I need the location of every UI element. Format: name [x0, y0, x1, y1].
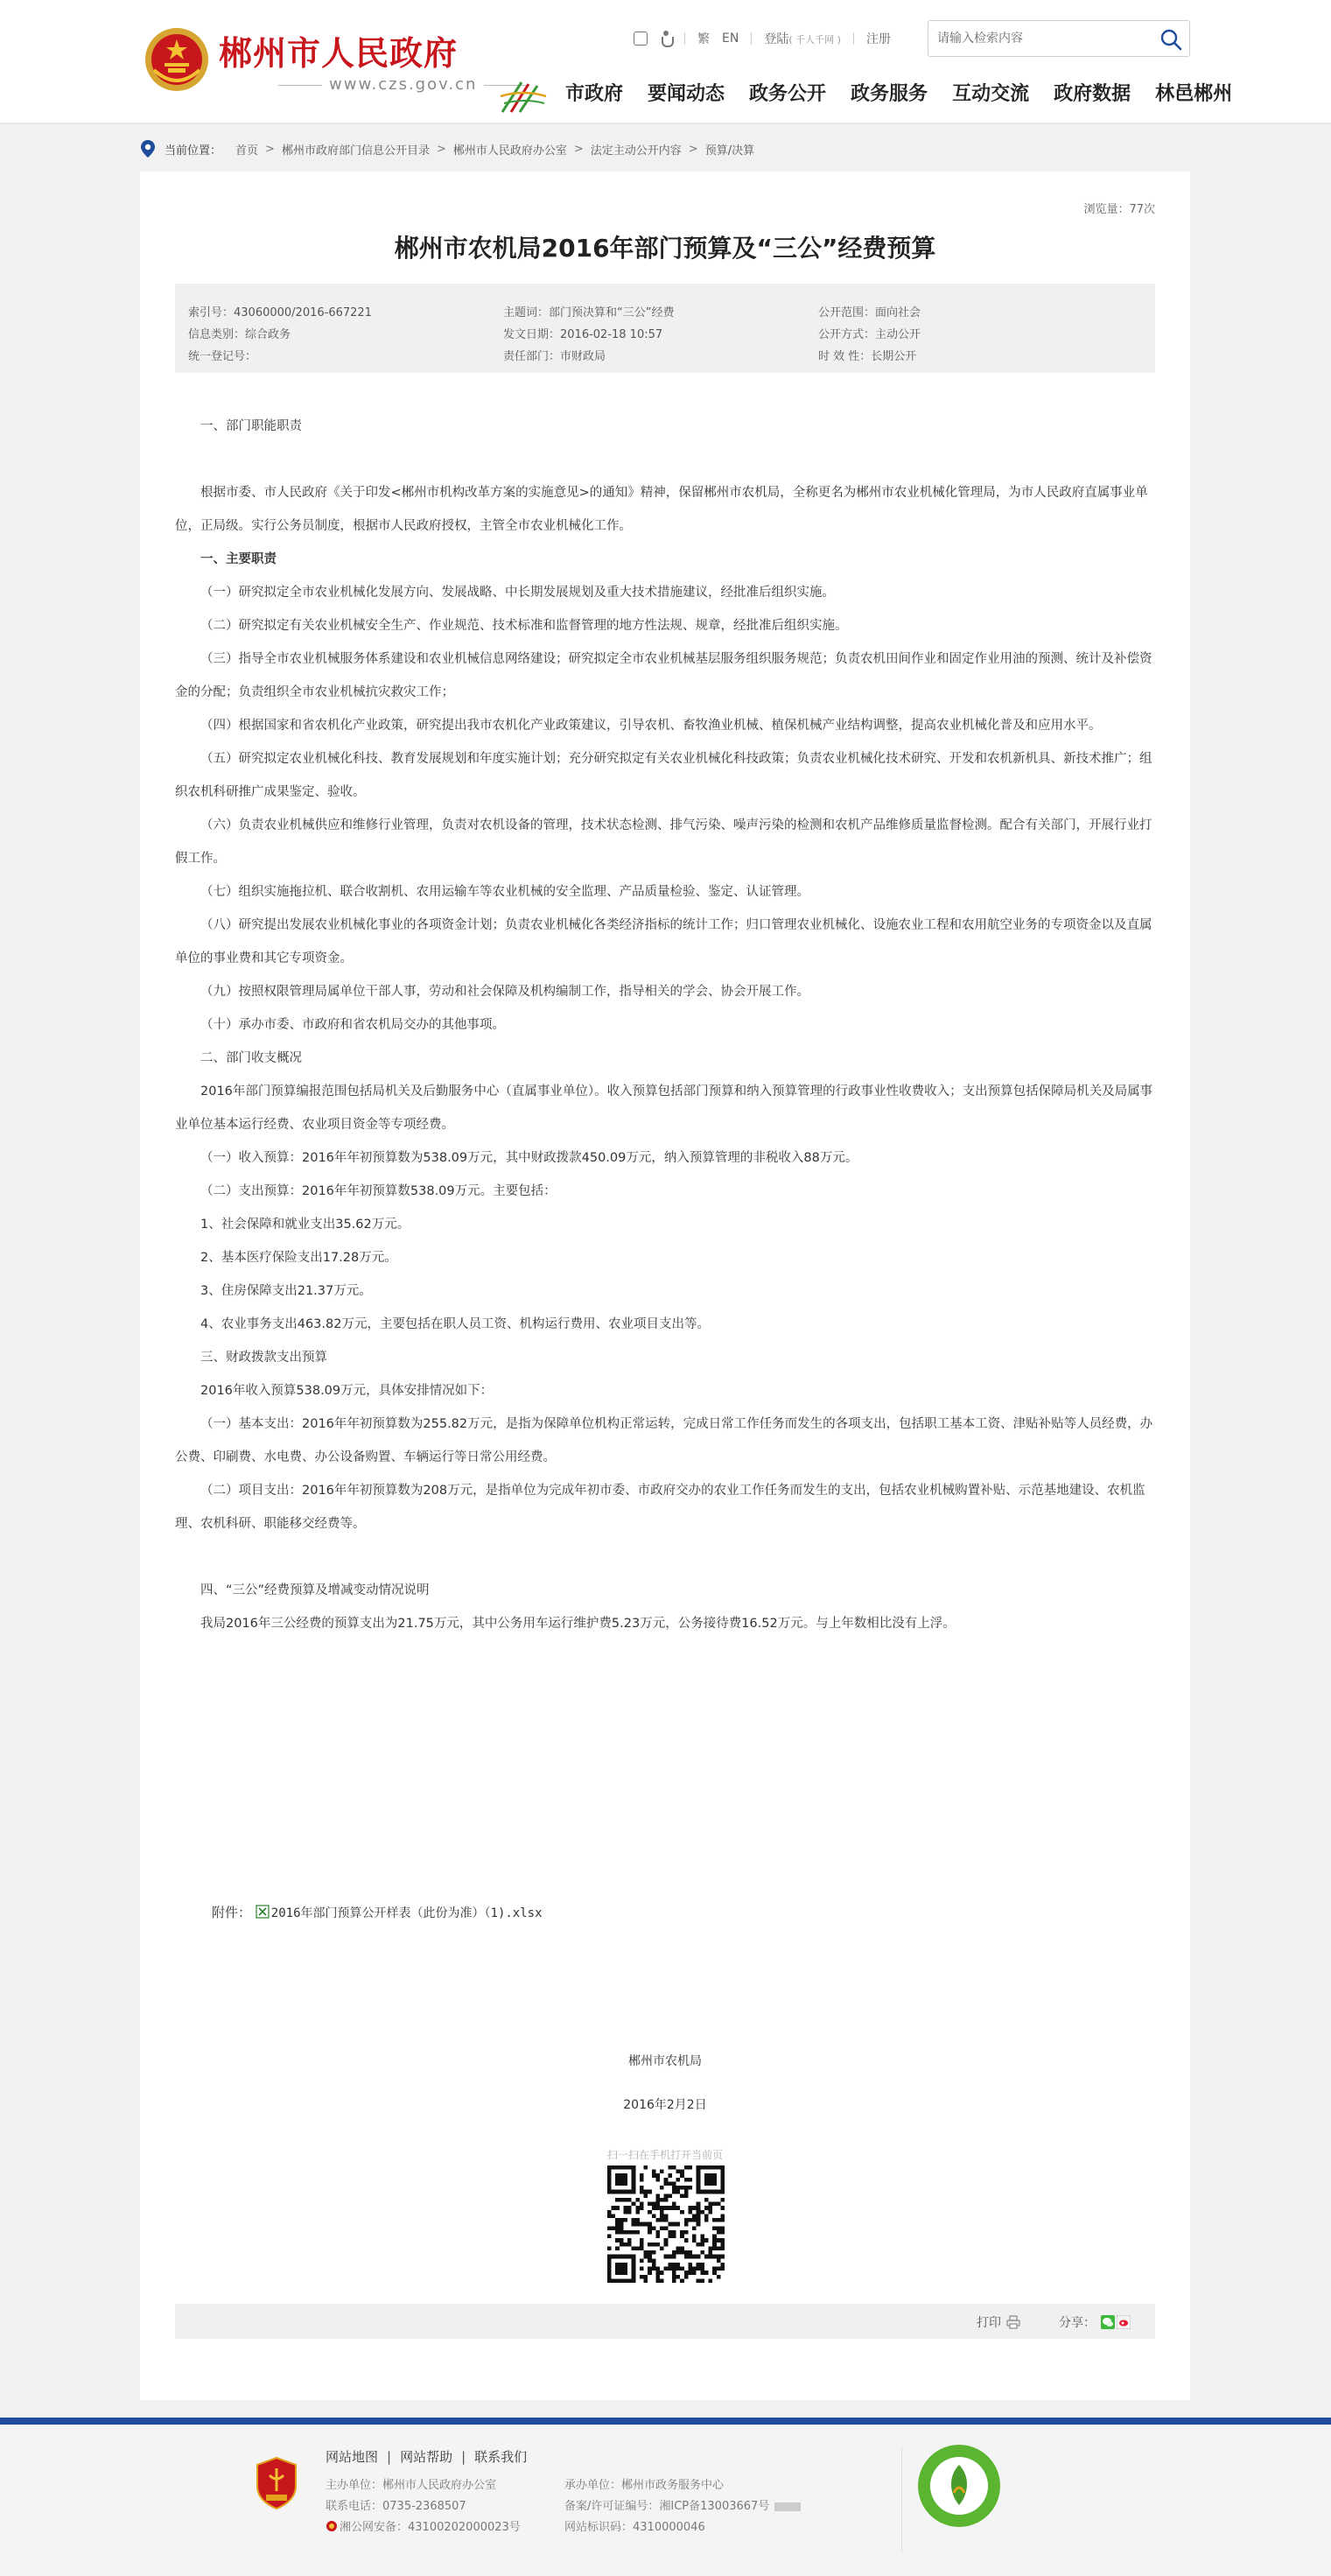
police-badge-icon	[326, 2520, 338, 2532]
article-body	[175, 410, 1155, 1640]
footer-link-help[interactable]: 网站帮助	[400, 2449, 453, 2465]
breadcrumb-statutory[interactable]: 法定主动公开内容	[590, 144, 682, 158]
paragraph: （二）项目支出：2016年年初预算数为208万元，是指单位为完成年初市委、市政府交办的农业工作任务而发生的支出，包括农业机械购置补贴、示范基地建设、农机监理、农机科研、职能移交经费等。	[175, 1484, 1145, 1531]
qr-caption: 扫一扫在手机打开当前页	[606, 2149, 723, 2161]
meta-reg-no: 统一登记号：	[188, 350, 257, 363]
site-url: www.czs.gov.cn	[271, 75, 535, 94]
login-note: ( 千人千网 )	[788, 34, 841, 46]
breadcrumb-home[interactable]: 首页	[235, 144, 259, 158]
signature-org: 郴州市农机局	[628, 2054, 702, 2068]
english-link[interactable]: EN	[722, 32, 739, 46]
article-title: 郴州市农机局2016年部门预算及“三公”经费预算	[394, 234, 936, 263]
site-name: 郴州市人民政府	[219, 34, 459, 73]
attachment	[212, 1903, 543, 1921]
register-link[interactable]: 注册	[865, 32, 891, 46]
paragraph: 2016年收入预算538.09万元，具体安排情况如下：	[200, 1384, 494, 1398]
paragraph: （一）收入预算：2016年年初预算数为538.09万元，其中财政拨款450.09万元，纳入预算管理的非税收入88万元。	[200, 1151, 858, 1165]
breadcrumb-budget[interactable]: 预算/决算	[704, 144, 755, 158]
xlsx-file-icon	[256, 1905, 270, 1919]
nav-item-services[interactable]: 政务服务	[851, 83, 928, 105]
article-panel	[140, 172, 1190, 2400]
footer-police-text: 湘公网安备：43100202000023号	[340, 2521, 521, 2534]
print-label: 打印	[977, 2316, 1001, 2330]
footer-links: 网站地图 | 网站帮助 | 联系我们	[326, 2449, 528, 2465]
nav-logo-mark	[499, 77, 548, 116]
gov-badge-icon[interactable]	[254, 2456, 299, 2510]
footer-link-contact[interactable]: 联系我们	[474, 2449, 528, 2465]
signature-date: 2016年2月2日	[623, 2098, 707, 2112]
top-links	[634, 29, 903, 48]
meta-index-no: 索引号：43060000/2016-667221	[188, 306, 372, 319]
login-label: 登陆	[764, 32, 789, 46]
meta-subject: 主题词：部门预决算和“三公”经费	[503, 306, 675, 319]
paragraph: 2、基本医疗保险支出17.28万元。	[200, 1251, 397, 1265]
share-label: 分享：	[1059, 2316, 1096, 2330]
footer-police-record[interactable]	[326, 2517, 521, 2534]
paragraph: （十）承办市委、市政府和省农机局交办的其他事项。	[200, 1018, 505, 1032]
meta-category: 信息类别：综合政务	[188, 328, 291, 341]
footer-phone: 联系电话：0735-2368507	[326, 2500, 466, 2513]
article-meta	[175, 284, 1155, 373]
attachment-link[interactable]: 2016年部门预算公开样表（此份为准）（1).xlsx	[270, 1906, 543, 1920]
nav-item-linyi-chenzhou[interactable]: 林邑郴州	[1155, 83, 1233, 105]
print-icon	[1006, 2315, 1020, 2329]
breadcrumb-label: 当前位置：	[165, 144, 222, 158]
meta-method: 公开方式：主动公开	[818, 328, 921, 341]
emblem-icon	[142, 25, 212, 95]
paragraph: （七）组织实施拖拉机、联合收割机、农用运输车等农业机械的安全监理、产品质量检验、鉴定、认证管理。	[200, 885, 809, 899]
paragraph: （五）研究拟定农业机械化科技、教育发展规划和年度实施计划；充分研究拟定有关农业机械化科技政策；负责农业机械化技术研究、开发和农机新机具、新技术推广；组织农机科研推广成果鉴定、验收。	[175, 752, 1152, 799]
meta-date: 发文日期：2016-02-18 10:57	[503, 328, 663, 341]
site-logo[interactable]	[142, 19, 487, 107]
paragraph: （二）研究拟定有关农业机械安全生产、作业规范、技术标准和监督管理的地方性法规、规章，经批准后组织实施。	[200, 619, 848, 633]
wechat-icon[interactable]	[1101, 2315, 1115, 2329]
paragraph: （二）支出预算：2016年年初预算数538.09万元。主要包括：	[200, 1184, 557, 1198]
main-nav	[565, 79, 1232, 106]
site-header	[0, 0, 1331, 123]
breadcrumb: 当前位置： 首页 > 郴州市政府部门信息公开目录 > 郴州市人民政府办公室 > 法定主动公开内容 > 预算/决算	[140, 138, 756, 159]
attachment-label: 附件：	[212, 1905, 252, 1920]
accessibility-icon[interactable]	[634, 32, 648, 46]
footer-host: 主办单位：郴州市人民政府办公室	[326, 2479, 497, 2492]
traditional-chinese-link[interactable]: 繁	[697, 32, 710, 46]
gov-website-seal-icon[interactable]	[915, 2442, 1003, 2530]
qr-code	[607, 2165, 725, 2283]
search-input[interactable]	[937, 21, 1147, 56]
paragraph: （九）按照权限管理局属单位干部人事，劳动和社会保障及机构编制工作，指导相关的学会、协会开展工作。	[200, 985, 809, 999]
paragraph: （一）研究拟定全市农业机械化发展方向、发展战略、中长期发展规划及重大技术措施建议，经批准后组织实施。	[200, 586, 835, 600]
nav-item-government[interactable]: 市政府	[565, 83, 624, 105]
section-heading: 二、部门收支概况	[200, 1051, 302, 1065]
footer-icp[interactable]	[564, 2496, 801, 2513]
paragraph: 1、社会保障和就业支出35.62万元。	[200, 1218, 410, 1232]
login-link[interactable]	[764, 30, 841, 47]
icp-badge-icon	[774, 2502, 801, 2511]
meta-validity: 时 效 性：长期公开	[818, 350, 917, 363]
nav-item-data[interactable]: 政府数据	[1054, 83, 1131, 105]
section-heading: 一、主要职责	[200, 552, 277, 566]
meta-dept: 责任部门：市财政局	[503, 350, 606, 363]
nav-item-interaction[interactable]: 互动交流	[952, 83, 1030, 105]
footer-undertake: 承办单位：郴州市政务服务中心	[564, 2479, 725, 2492]
site-footer	[0, 2425, 1331, 2576]
nav-item-news[interactable]: 要闻动态	[648, 83, 725, 105]
footer-icp-text: 备案/许可证编号：湘ICP备13003667号	[564, 2500, 770, 2513]
footer-link-sitemap[interactable]: 网站地图	[326, 2449, 379, 2465]
paragraph: （一）基本支出：2016年年初预算数为255.82万元，是指为保障单位机构正常运转，完成日常工作任务而发生的各项支出，包括职工基本工资、津贴补贴等人员经费，办公费、印刷费、水电费、办公设备购置、车辆运行等日常公用经费。	[175, 1417, 1153, 1464]
paragraph: 根据市委、市人民政府《关于印发<郴州市机构改革方案的实施意见>的通知》精神，保留郴州市农机局，全称更名为郴州市农业机械化管理局，为市人民政府直属事业单位，正局级。实行公务员制度，根据市人民政府授权，主管全市农业机械化工作。	[175, 486, 1148, 533]
section-heading: 三、财政拨款支出预算	[200, 1351, 327, 1365]
paragraph: （四）根据国家和省农机化产业政策，研究提出我市农机化产业政策建议，引导农机、畜牧渔业机械、植保机械产业结构调整，提高农业机械化普及和应用水平。	[200, 719, 1102, 733]
section-heading: 四、“三公”经费预算及增减变动情况说明	[200, 1583, 430, 1597]
share-group	[1059, 2313, 1131, 2331]
footer-band	[0, 2418, 1331, 2425]
breadcrumb-office[interactable]: 郴州市人民政府办公室	[452, 144, 567, 158]
search-icon[interactable]	[1159, 28, 1182, 51]
paragraph: 2016年部门预算编报范围包括局机关及后勤服务中心（直属事业单位）。收入预算包括部门预算和纳入预算管理的行政事业性收费收入；支出预算包括保障局机关及局属事业单位基本运行经费、农业项目资金等专项经费。	[175, 1084, 1153, 1132]
paragraph: （八）研究提出发展农业机械化事业的各项资金计划；负责农业机械化各类经济指标的统计工作；归口管理农业机械化、设施农业工程和农用航空业务的专项资金以及直属单位的事业费和其它专项资金。	[175, 918, 1152, 965]
paragraph: 我局2016年三公经费的预算支出为21.75万元，其中公务用车运行维护费5.23万元，公务接待费16.52万元。与上年数相比没有上浮。	[200, 1617, 956, 1631]
paragraph: （三）指导全市农业机械服务体系建设和农业机械信息网络建设；研究拟定全市农业机械基层服务组织服务规范；负责农机田间作业和固定作业用油的预测、统计及补偿资金的分配；负责组织全市农业机械抗灾救灾工作；	[175, 652, 1152, 699]
footer-site-code: 网站标识码：4310000046	[564, 2521, 705, 2534]
paragraph: （六）负责农业机械供应和维修行业管理，负责对农机设备的管理，技术状态检测、排气污染、噪声污染的检测和农机产品维修质量监督检测。配合有关部门，开展行业打假工作。	[175, 818, 1152, 866]
paragraph: 3、住房保障支出21.37万元。	[200, 1284, 372, 1298]
location-pin-icon	[140, 139, 156, 158]
elder-mode-icon[interactable]	[660, 31, 672, 46]
share-bar	[175, 2304, 1155, 2339]
weibo-icon[interactable]	[1117, 2315, 1131, 2329]
nav-item-open-affairs[interactable]: 政务公开	[749, 83, 827, 105]
section-heading: 一、部门职能职责	[200, 419, 302, 433]
search-box	[928, 20, 1190, 57]
paragraph: 4、农业事务支出463.82万元，主要包括在职人员工资、机构运行费用、农业项目支出等。	[200, 1317, 710, 1331]
meta-scope: 公开范围：面向社会	[818, 306, 921, 319]
print-button[interactable]	[977, 2313, 1020, 2331]
view-count: 浏览量：77次	[1083, 203, 1155, 216]
breadcrumb-directory[interactable]: 郴州市政府部门信息公开目录	[281, 144, 430, 158]
